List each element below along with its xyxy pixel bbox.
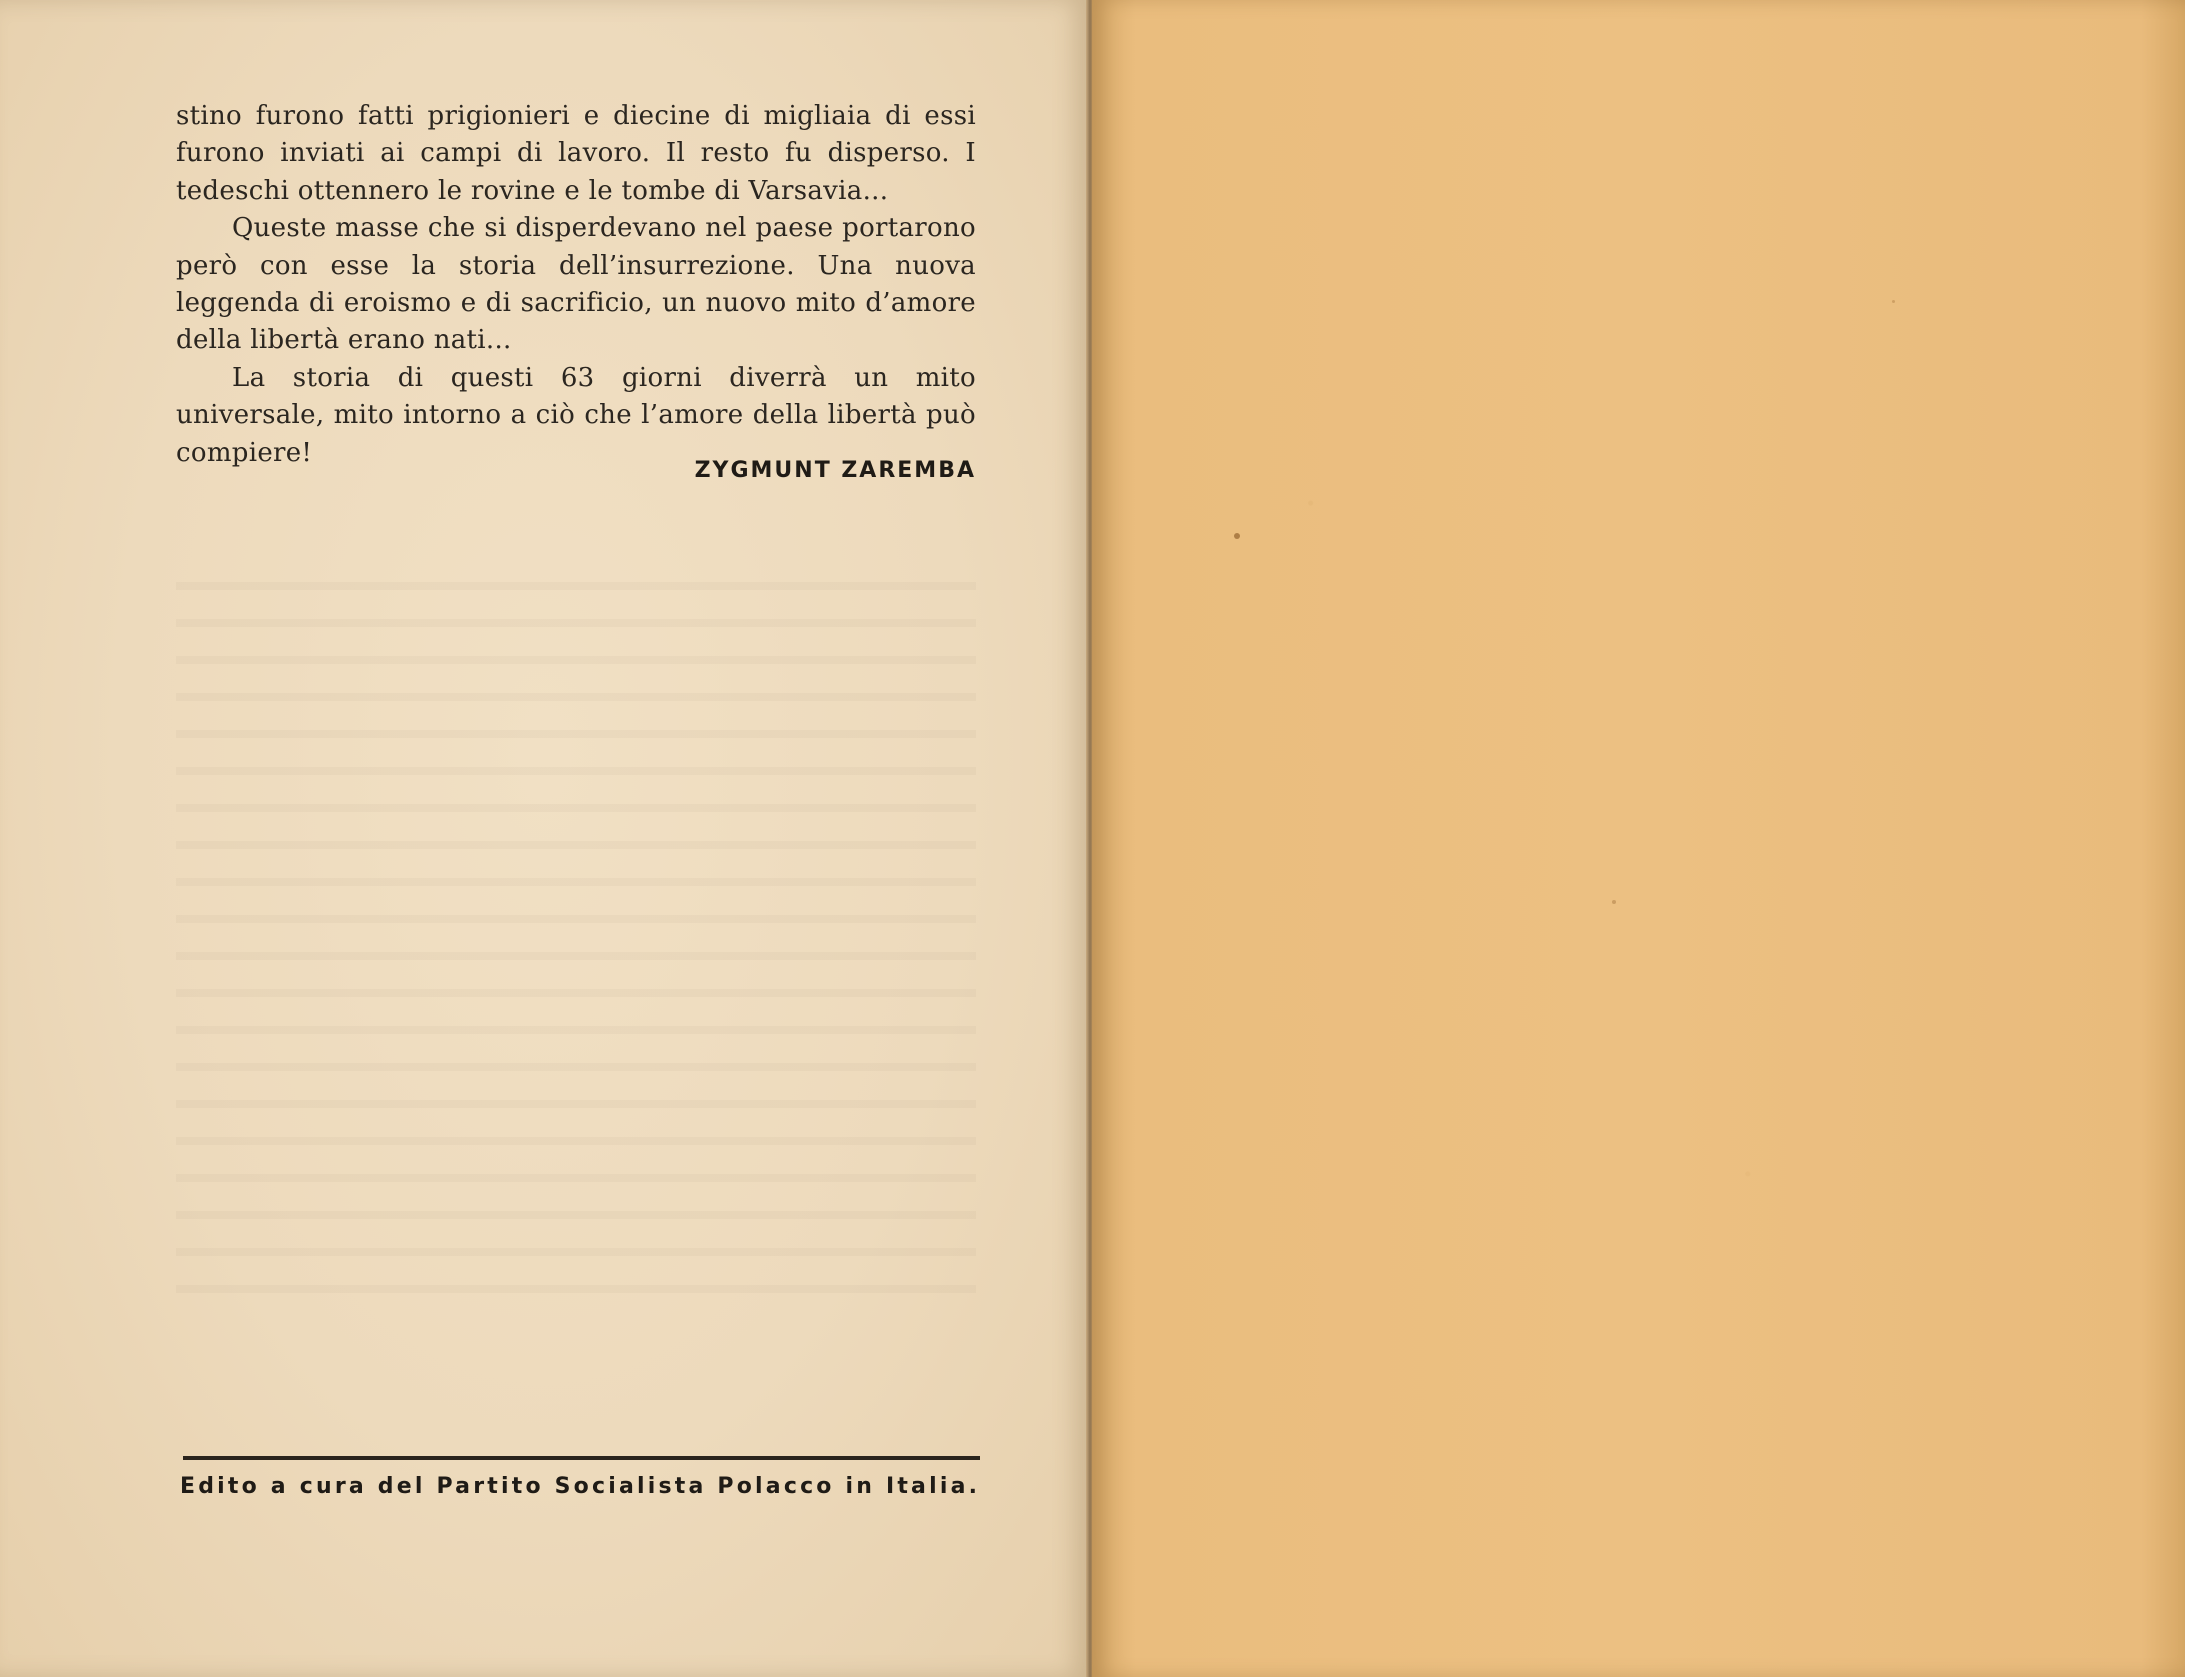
- paper-speck: [1234, 533, 1240, 539]
- paragraph-3: La storia di questi 63 giorni diverrà un mito universale, mito intorno a ciò che l’amore della libertà può compiere!: [176, 362, 976, 468]
- show-through-text: [176, 560, 976, 1320]
- paper-speck: [1892, 300, 1895, 303]
- colophon: Edito a cura del Partito Socialista Polacco in Italia.: [180, 1474, 981, 1499]
- body-text: [176, 98, 976, 472]
- paragraph-1: stino furono fatti prigionieri e diecine di migliaia di essi furono inviati ai campi di lavoro. Il resto fu disperso. I tedeschi ottennero le rovine e le tombe di Varsavia...: [176, 101, 976, 206]
- paper-speck: [1612, 900, 1616, 904]
- left-page: [0, 0, 1088, 1677]
- right-page-blank: [1092, 0, 2185, 1677]
- paragraph-2: Queste masse che si disperdevano nel paese portarono però con esse la storia dell’insurrezione. Una nuova leggenda di eroismo e di sacrificio, un nuovo mito d’amore della libertà erano nati...: [176, 213, 976, 356]
- author-signature: ZYGMUNT ZAREMBA: [694, 458, 976, 483]
- colophon-rule: [183, 1456, 980, 1460]
